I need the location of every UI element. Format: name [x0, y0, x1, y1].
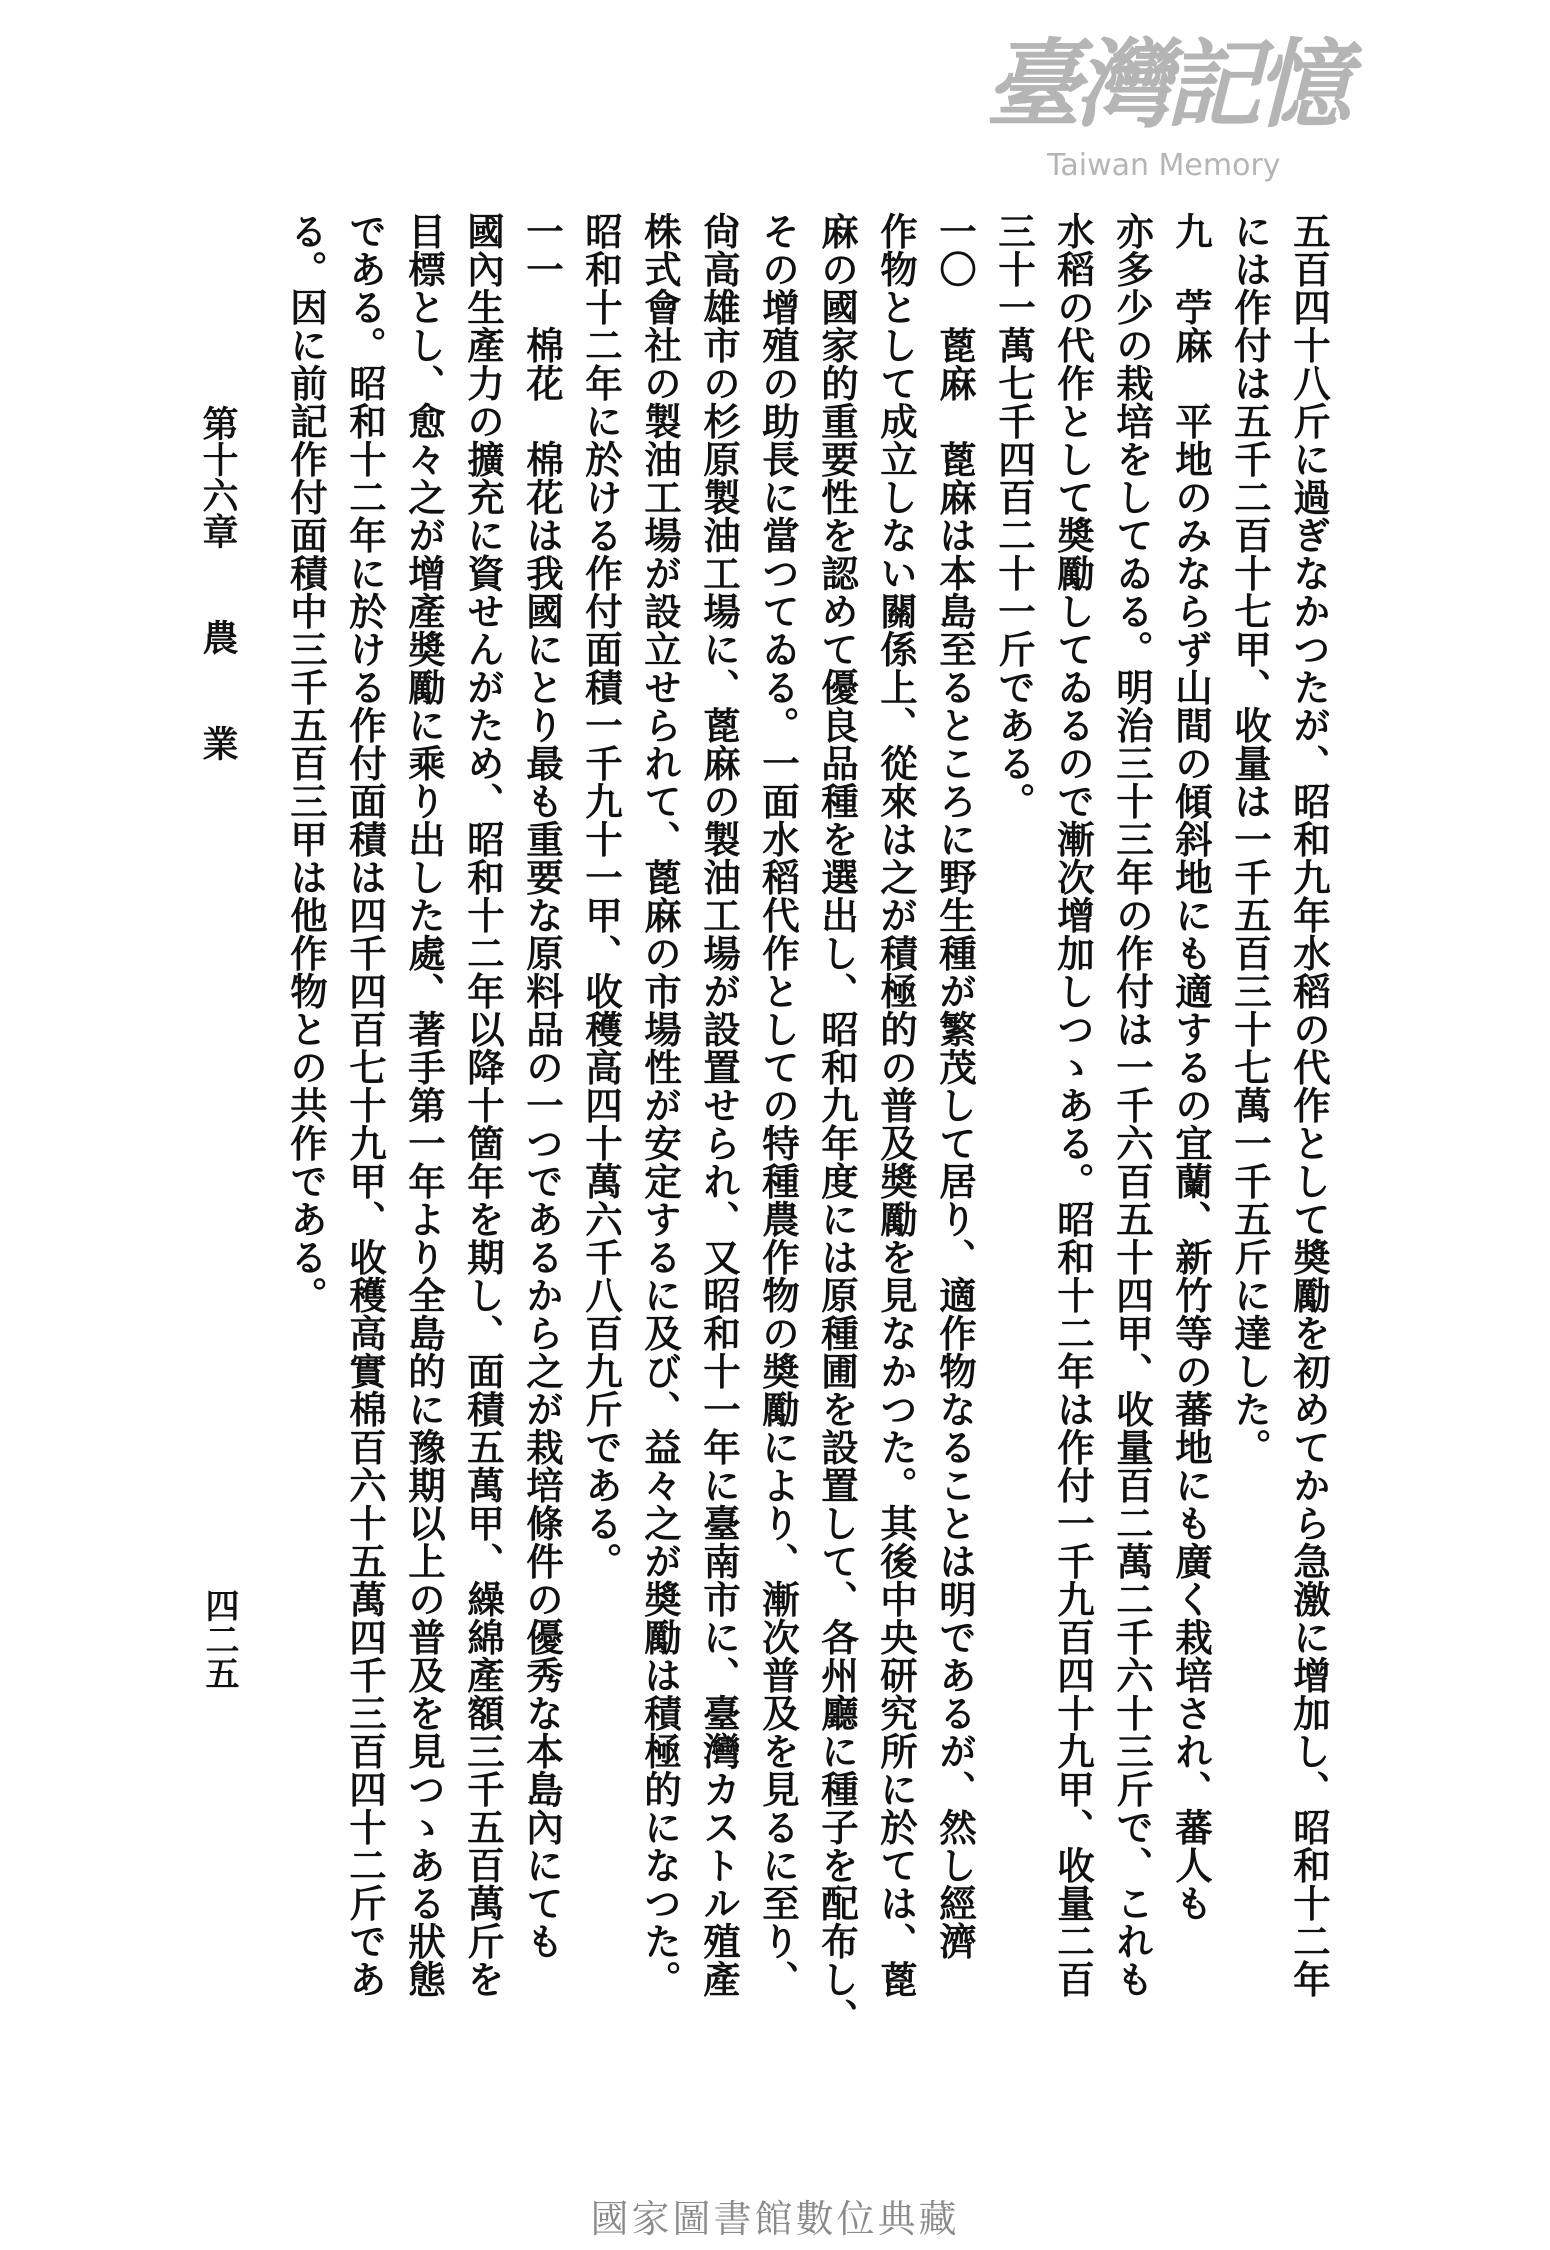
- text-column: [748, 212, 807, 2012]
- column-text: 平地のみならず山間の傾斜地にも適するの宜蘭、新竹等の蕃地にも廣く栽培され、蕃人も: [1169, 402, 1213, 1922]
- page-number: 四二五: [199, 1588, 239, 1690]
- column-text: には作付は五千二百十七甲、收量は一千五百三十七萬一千五斤に達した。: [1228, 212, 1272, 1466]
- text-column: [925, 212, 984, 2012]
- column-text: 蓖麻は本島至るところに野生種が繁茂して居り、適作物なることは明であるが、然し經濟: [933, 440, 977, 1960]
- text-column: [453, 212, 512, 2012]
- section-number: 一一: [520, 212, 564, 288]
- column-text: 水稻の代作として奬勵してゐるので漸次增加しつゝある。昭和十二年は作付一千九百四十九甲、收量二百: [1051, 212, 1095, 1998]
- text-column: [1043, 212, 1102, 2012]
- section-number: 一〇: [933, 212, 977, 288]
- text-column: [689, 212, 748, 2012]
- watermark-chinese: 臺灣記憶: [985, 28, 1345, 141]
- column-text: 尙高雄市の杉原製油工場に、蓖麻の製油工場が設置せられ、又昭和十一年に臺南市に、臺灣カストル殖產: [697, 212, 741, 1998]
- column-text: 五百四十八斤に過ぎなかつたが、昭和九年水稻の代作として奬勵を初めてから急激に增加し、昭和十二年: [1287, 212, 1331, 1998]
- column-text: 昭和十二年に於ける作付面積一千九十一甲、收穫高四十萬六千八百九斤である。: [579, 212, 623, 1580]
- text-column: [984, 212, 1043, 2012]
- column-text: 目標とし、愈々之が增產奬勵に乘り出した處、著手第一年より全島的に豫期以上の普及を見つゝある狀態: [402, 212, 446, 1998]
- column-text: 株式會社の製油工場が設立せられて、蓖麻の市場性が安定するに及び、益々之が奬勵は積極的になつた。: [638, 212, 682, 1998]
- chapter-label: 第十六章: [197, 405, 239, 549]
- column-text: 麻の國家的重要性を認めて優良品種を選出し、昭和九年度には原種圃を設置して、各州廳に種子を配布し、: [815, 212, 859, 2036]
- section-title: 苧麻: [1169, 288, 1213, 364]
- text-column: [866, 212, 925, 2012]
- chapter-title-2: 業: [197, 725, 239, 761]
- column-text: 作物として成立しない關係上、從來は之が積極的の普及奬勵を見なかつた。其後中央研究所に於ては、蓖: [874, 212, 918, 1998]
- text-column: [1279, 212, 1338, 2012]
- text-column: [571, 212, 630, 2012]
- watermark-logo: [985, 30, 1405, 200]
- text-column: [394, 212, 453, 2012]
- column-text: 三十一萬七千四百二十一斤である。: [992, 212, 1036, 820]
- section-title: 棉花: [520, 326, 564, 402]
- text-column: [1161, 212, 1220, 2012]
- text-column: [1220, 212, 1279, 2012]
- section-title: 蓖麻: [933, 326, 977, 402]
- column-text: 國內生產力の擴充に資せんがため、昭和十二年以降十箇年を期し、面積五萬甲、繰綿產額三千五百萬斤を: [461, 212, 505, 1998]
- text-column: [1102, 212, 1161, 2012]
- text-column: [512, 212, 571, 2012]
- text-column: [630, 212, 689, 2012]
- text-column: [807, 212, 866, 2036]
- running-head: [193, 405, 244, 761]
- body-text: [272, 212, 1338, 2036]
- column-text: である。昭和十二年に於ける作付面積は四千四百七十九甲、收穫高實棉百六十五萬四千三百四十二斤であ: [343, 212, 387, 1998]
- column-text: 亦多少の栽培をしてゐる。明治三十三年の作付は一千六百五十四甲、收量百二萬二千六十三斤で、これも: [1110, 212, 1154, 1998]
- section-number: 九: [1169, 212, 1213, 250]
- chapter-title-1: 農: [197, 619, 239, 655]
- column-text: る。因に前記作付面積中三千五百三甲は他作物との共作である。: [284, 212, 328, 1314]
- watermark-english: Taiwan Memory: [1047, 148, 1281, 183]
- column-text: 棉花は我國にとり最も重要な原料品の一つであるから之が栽培條件の優秀な本島內にても: [520, 440, 564, 1960]
- text-column: [276, 212, 335, 2012]
- text-column: [335, 212, 394, 2012]
- column-text: その增殖の助長に當つてゐる。一面水稻代作としての特種農作物の奬勵により、漸次普及を見るに至り、: [756, 212, 800, 1998]
- footer-credit: 國家圖書館數位典藏: [590, 2197, 960, 2241]
